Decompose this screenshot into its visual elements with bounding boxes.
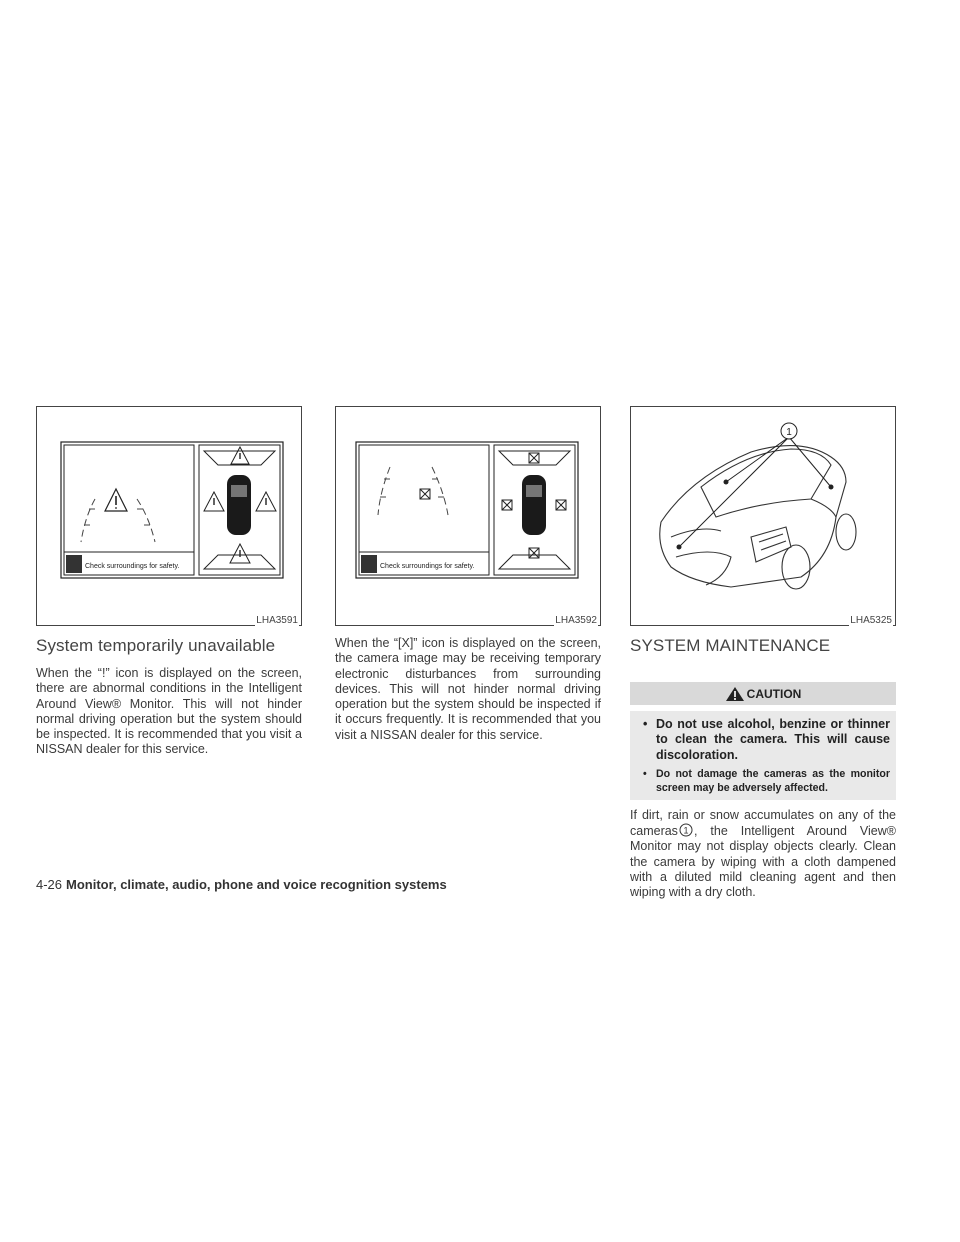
body-text: When the “[X]” icon is displayed on the screen, the camera image may be receiving temporary electronic disturbances from surrounding devices. This will not hinder normal driving operation but the system should be inspected if it occurs frequently. It is recommended that you visit a NISSAN dealer for this service.: [335, 636, 601, 742]
page-number: 4-26: [36, 877, 63, 892]
bullet-dot: •: [643, 717, 648, 731]
column-temporarily-unavailable: [36, 636, 302, 758]
caution-text: Do not use alcohol, benzine or thinner to clean the camera. This will cause discoloration.: [656, 717, 890, 762]
banner-text: Check surroundings for safety.: [380, 563, 475, 570]
caution-item: [636, 717, 890, 763]
body-text-part2: , the Intelligent Around View® Monitor may not display objects clearly. Clean the camera by wiping with a cloth dampened with a diluted mild cleaning agent and then wiping with a dry cloth.: [630, 824, 896, 900]
warning-triangle-icon: [725, 686, 745, 702]
caution-text: Do not damage the cameras as the monitor screen may be adversely affected.: [656, 767, 890, 794]
section-heading: System temporarily unavailable: [36, 636, 276, 655]
figure-label: LHA3592: [555, 615, 597, 626]
caution-title: CAUTION: [746, 686, 802, 701]
figure-lha3591: [36, 406, 302, 626]
bullet-dot: •: [643, 767, 647, 780]
figure-label: LHA3591: [256, 615, 298, 626]
section-title: Monitor, climate, audio, phone and voice recognition systems: [66, 877, 447, 892]
body-text: When the “!” icon is displayed on the screen, there are abnormal conditions in the Intelligent Around View® Monitor. This will not hinder normal driving operation but the system should be inspected. It is recommended that you visit a NISSAN dealer for this service.: [36, 666, 302, 757]
page-footer: [36, 877, 447, 892]
column-system-maintenance: [630, 636, 896, 901]
body-text-part1: If dirt, rain or snow accumulates on any of the cameras: [630, 807, 896, 839]
caution-header: [630, 682, 896, 705]
car-camera-locations-illustration: [631, 407, 895, 625]
callout-1-icon: [678, 823, 694, 837]
figure-lha5325: [630, 406, 896, 626]
callout-number: 1: [786, 427, 792, 438]
section-heading: SYSTEM MAINTENANCE: [630, 636, 831, 655]
body-text: [630, 808, 896, 901]
figure-lha3592: [335, 406, 601, 626]
caution-item: [636, 767, 890, 795]
figure-label: LHA5325: [850, 615, 892, 626]
banner-text: Check surroundings for safety.: [85, 563, 180, 570]
camera-screen-interference-illustration: [336, 407, 600, 625]
column-interference: [335, 636, 601, 743]
callout-number: 1: [683, 825, 689, 836]
caution-box: [630, 711, 896, 800]
camera-screen-warning-illustration: [37, 407, 301, 625]
